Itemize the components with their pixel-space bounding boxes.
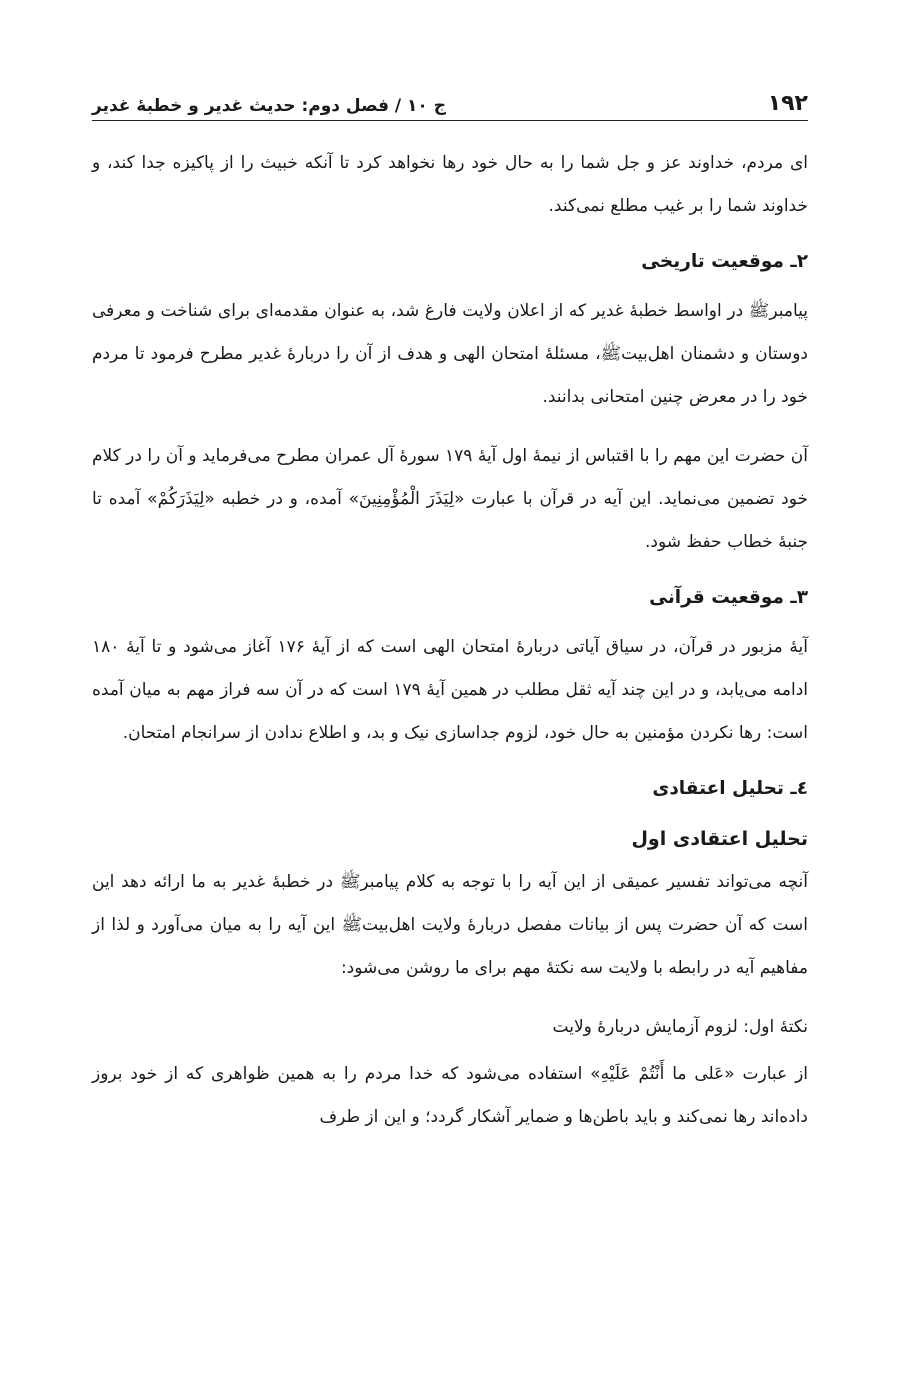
running-head: ج ۱۰ / فصل دوم: حدیث غدیر و خطبۀ غدیر <box>92 96 446 116</box>
paragraph-historical-2: آن حضرت این مهم را با اقتباس از نیمۀ اول آیۀ ۱۷۹ سورۀ آل عمران مطرح می‌فرماید و آن را در کلام خود تضمین می‌نماید. این آیه در قرآن با عبارت «لِيَذَرَ الْمُؤْمِنِينَ» آمده، و در خطبه «لِيَذَرَكُمْ» آمده تا جنبۀ خطاب حفظ شود. <box>92 446 808 552</box>
page-number: ۱۹۲ <box>767 91 808 116</box>
paragraph-doctrinal: آنچه می‌تواند تفسیر عمیقی از این آیه را با توجه به کلام پیامبرﷺ در خطبۀ غدیر به ما ارائه دهد این است که آن حضرت پس از بیانات مفصل دربارۀ ولایت اهل‌بیتﷺ این آیه را به میان می‌آورد و لذا از مفاهیم آیه در رابطه با ولایت سه نکتۀ مهم برای ما روشن می‌شود: <box>92 872 808 978</box>
paragraph-historical-1: پیامبرﷺ در اواسط خطبۀ غدیر که از اعلان ولایت فارغ شد، به عنوان مقدمه‌ای برای شناخت و معرفی دوستان و دشمنان اهل‌بیتﷺ، مسئلۀ امتحان الهی و هدف از آن را دربارۀ غدیر مطرح فرمود تا مردم خود را در معرض چنین امتحانی بدانند. <box>92 301 808 407</box>
paragraph-quranic: آیۀ مزبور در قرآن، در سیاق آیاتی دربارۀ امتحان الهی است که از آیۀ ۱۷۶ آغاز می‌شود و تا آیۀ ۱۸۰ ادامه می‌یابد، و در این چند آیه ثقل مطلب در همین آیۀ ۱۷۹ است که در آن سه فراز مهم به میان آمده است: رها نکردن مؤمنین به حال خود، لزوم جداسازی نیک و بد، و اطلاع ندادن از سرانجام امتحان. <box>92 637 808 743</box>
page-body <box>92 142 808 1155</box>
section-heading-historical: ۲ـ موقعیت تاریخی <box>641 251 808 272</box>
page-header <box>92 72 808 121</box>
paragraph-intro: ای مردم، خداوند عز و جل شما را به حال خود رها نخواهد کرد تا آنکه خبیث را از پاکیزه جدا کند، و خداوند شما را بر غیب مطلع نمی‌کند. <box>92 153 808 216</box>
section-heading-quranic: ۳ـ موقعیت قرآنی <box>649 587 808 608</box>
paragraph-point-one: از عبارت «عَلى ما أَنْتُمْ عَلَيْهِ» استفاده می‌شود که خدا مردم را به همین ظواهری که از خود بروز داده‌اند رها نمی‌کند و باید باطن‌ها و ضمایر آشکار گردد؛ و این از طرف <box>92 1064 808 1127</box>
book-page <box>92 0 808 1390</box>
subsection-heading-first-analysis: تحلیل اعتقادی اول <box>631 828 808 850</box>
section-heading-doctrinal: ٤ـ تحلیل اعتقادی <box>652 778 808 799</box>
point-one-title: نکتۀ اول: لزوم آزمایش دربارۀ ولایت <box>552 1017 808 1037</box>
